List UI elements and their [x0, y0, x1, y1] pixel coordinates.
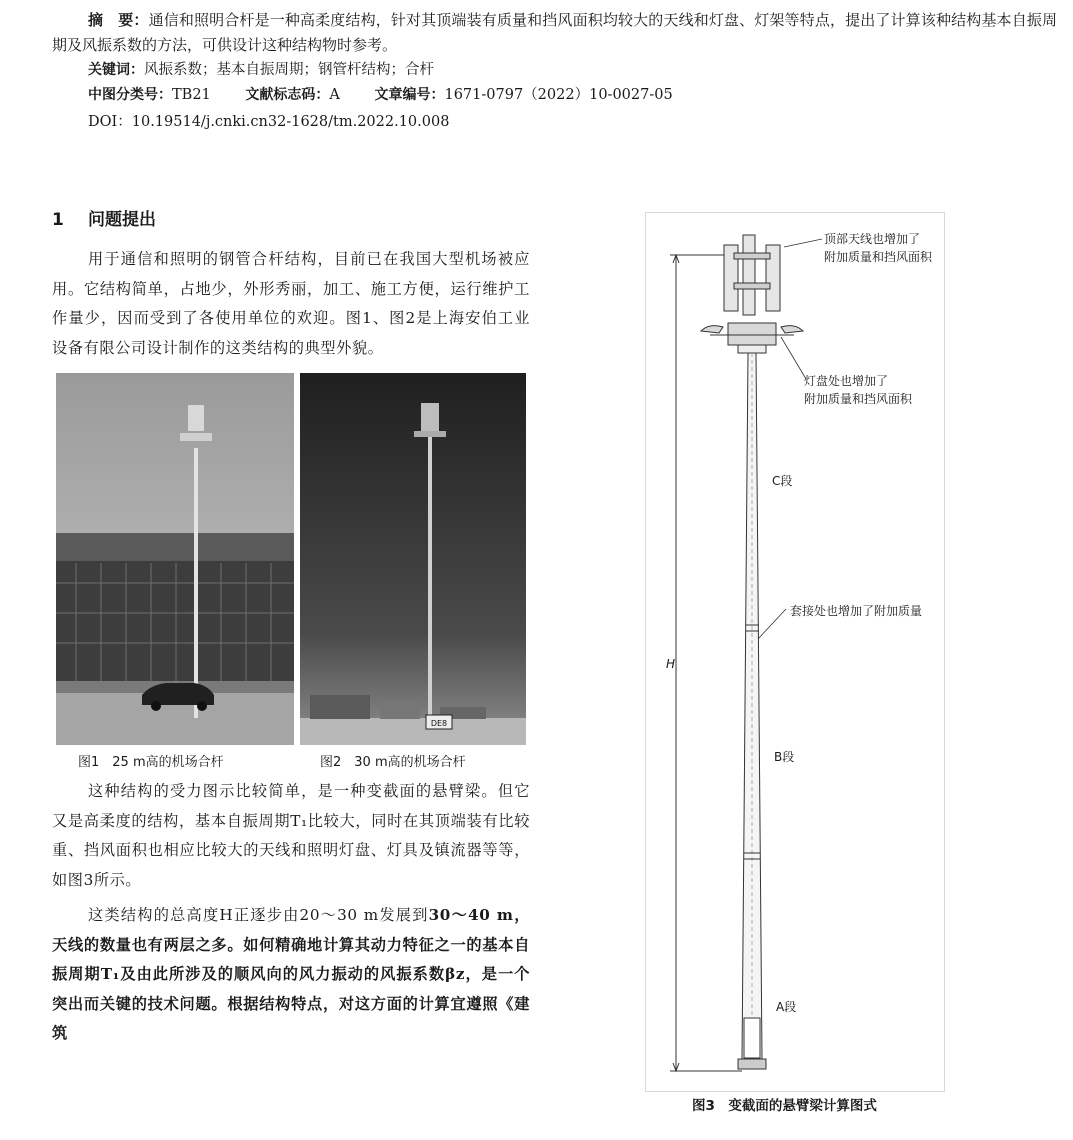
keywords-text: 风振系数；基本自振周期；钢管杆结构；合杆 — [144, 62, 434, 78]
paragraph-3 — [52, 901, 530, 1049]
pole-foundation — [738, 1059, 766, 1069]
annotation-top-antenna-line2: 附加质量和挡风面积 — [824, 250, 933, 264]
annotation-lamp-tray-line1: 灯盘处也增加了 — [804, 374, 889, 388]
figure-1-image — [56, 373, 294, 745]
photo-row — [52, 373, 530, 745]
section-title: 问题提出 — [88, 210, 156, 230]
doc-code-segment — [245, 83, 339, 108]
height-symbol: H — [666, 657, 676, 671]
paragraph-3-bold: 30～40 m，天线的数量也有两层之多。如何精确地计算其动力特征之一的基本自振周期T₁及由此所涉及的顺风向的风力振动的风振系数βz，是一个突出而关键的技术问题。根据结构特点，对这方面的计算宜遵照《建筑 — [52, 906, 530, 1042]
keywords-line — [52, 58, 1057, 83]
doc-code-label: 文献标志码： — [245, 87, 330, 103]
doi-label: DOI： — [88, 114, 132, 130]
doi-value: 10.19514/j.cnki.cn32-1628/tm.2022.10.008 — [131, 114, 450, 130]
article-no-label: 文章编号： — [374, 87, 445, 103]
abstract-text: 通信和照明合杆是一种高柔度结构，针对其顶端装有质量和挡风面积均较大的天线和灯盘、灯架等特点，提出了计算该种结构基本自振周期及风振系数的方法，可供设计这种结构物时参考。 — [52, 11, 1057, 54]
classification-line — [52, 83, 1057, 108]
height-dimension — [670, 255, 742, 1071]
annotation-joint: 套接处也增加了附加质量 — [790, 604, 923, 618]
paragraph-1: 用于通信和照明的钢管合杆结构，目前已在我国大型机场被应用。它结构简单，占地少，外形秀丽，加工、施工方便，运行维护工作量少，因而受到了各使用单位的欢迎。图1、图2是上海安伯工业设备有限公司设计制作的这类结构的典型外貌。 — [52, 250, 530, 357]
article-no-value: 1671-0797（2022）10-0027-05 — [444, 87, 673, 103]
abstract-block — [52, 8, 1057, 135]
paragraph-3-start: 这类结构的总高度H正逐步由20～30 m发展到 — [88, 906, 429, 924]
paragraph-2: 这种结构的受力图示比较简单，是一种变截面的悬臂梁。但它又是高柔度的结构，基本自振周期T₁比较大，同时在其顶端装有比较重、挡风面积也相应比较大的天线和照明灯盘、灯具及镇流器等等，如图3所示。 — [52, 782, 530, 889]
pole-base-door — [744, 1018, 760, 1058]
section-number: 1 — [52, 210, 64, 230]
annotation-lamp-tray-line2: 附加质量和挡风面积 — [804, 392, 913, 406]
figure-2-image — [300, 373, 526, 745]
segment-a-label: A段 — [776, 1000, 797, 1014]
doi-line — [52, 110, 1057, 135]
figure-3-diagram — [645, 212, 945, 1092]
figure-1-caption: 图1 25 m高的机场合杆 — [78, 755, 224, 770]
keywords-label: 关键词： — [88, 62, 144, 78]
figure-2-caption: 图2 30 m高的机场合杆 — [320, 755, 466, 770]
figure-2-photo — [300, 373, 526, 745]
antenna-assembly — [724, 235, 780, 315]
figure-3-svg — [646, 213, 946, 1093]
doc-code-value: A — [329, 87, 340, 103]
section-heading — [52, 207, 530, 233]
annotation-top-antenna-line1: 顶部天线也增加了 — [824, 232, 921, 246]
left-column — [52, 207, 530, 1049]
segment-b-label: B段 — [774, 750, 795, 764]
figure-1-photo — [56, 373, 294, 745]
abstract-label: 摘 要： — [88, 11, 149, 29]
segment-c-label: C段 — [772, 474, 793, 488]
clc-segment — [88, 83, 211, 108]
abstract-paragraph — [52, 8, 1057, 58]
article-no-segment — [374, 83, 672, 108]
figure-captions — [52, 745, 530, 773]
clc-value: TB21 — [172, 87, 211, 103]
clc-label: 中图分类号： — [88, 87, 172, 103]
figure-2-sign-text: DE8 — [430, 719, 448, 728]
figure-3-caption: 图3 变截面的悬臂梁计算图式 — [692, 1098, 877, 1114]
